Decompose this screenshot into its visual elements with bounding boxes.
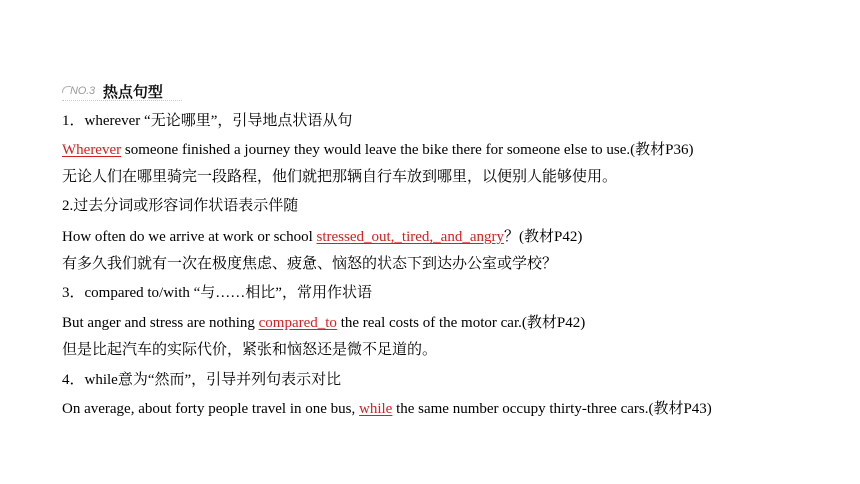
text-segment: But anger and stress are nothing bbox=[62, 315, 259, 331]
header-dotted-divider bbox=[62, 100, 182, 101]
text-segment: 4．while意为“然而”，引导并列句表示对比 bbox=[62, 372, 342, 388]
point-3-example bbox=[62, 313, 585, 333]
point-4-example bbox=[62, 399, 712, 419]
point-2-heading bbox=[62, 196, 298, 216]
text-segment: How often do we arrive at work or school bbox=[62, 229, 317, 245]
text-segment: 但是比起汽车的实际代价，紧张和恼怒还是微不足道的。 bbox=[62, 342, 438, 358]
text-segment: the real costs of the motor car.(教材P42) bbox=[336, 315, 586, 331]
point-1-example bbox=[62, 140, 693, 160]
text-segment: someone finished a journey they would leave the bike there for someone else to use.(教材P36) bbox=[121, 142, 694, 158]
point-2-example bbox=[62, 227, 582, 247]
text-segment: On average, about forty people travel in one bus, bbox=[62, 401, 359, 417]
text-segment: 2.过去分词或形容词作状语表示伴随 bbox=[62, 198, 299, 214]
point-3-heading bbox=[62, 283, 372, 303]
point-2-translation bbox=[62, 254, 557, 274]
text-segment: 3．compared to/with “与……相比”，常用作状语 bbox=[62, 285, 372, 301]
highlighted-answer: while bbox=[358, 401, 393, 417]
section-title: 热点句型 bbox=[102, 82, 163, 101]
section-number-badge: NO.3 bbox=[62, 85, 95, 97]
highlighted-answer: stressed_out,_tired,_and_angry bbox=[316, 229, 504, 245]
text-segment: the same number occupy thirty-three cars.(教材P43) bbox=[392, 401, 712, 417]
text-segment: ？(教材P42) bbox=[503, 229, 583, 245]
section-header bbox=[62, 80, 163, 102]
text-segment: 无论人们在哪里骑完一段路程，他们就把那辆自行车放到哪里，以便别人能够使用。 bbox=[62, 169, 618, 185]
text-segment: 1．wherever “无论哪里”，引导地点状语从句 bbox=[62, 113, 353, 129]
point-1-translation bbox=[62, 167, 617, 187]
point-3-translation bbox=[62, 340, 437, 360]
highlighted-answer: Wherever bbox=[62, 142, 122, 158]
text-segment: 有多久我们就有一次在极度焦虑、疲惫、恼怒的状态下到达办公室或学校？ bbox=[62, 256, 558, 272]
point-1-heading bbox=[62, 111, 352, 131]
point-4-heading bbox=[62, 370, 341, 390]
highlighted-answer: compared_to bbox=[258, 315, 337, 331]
